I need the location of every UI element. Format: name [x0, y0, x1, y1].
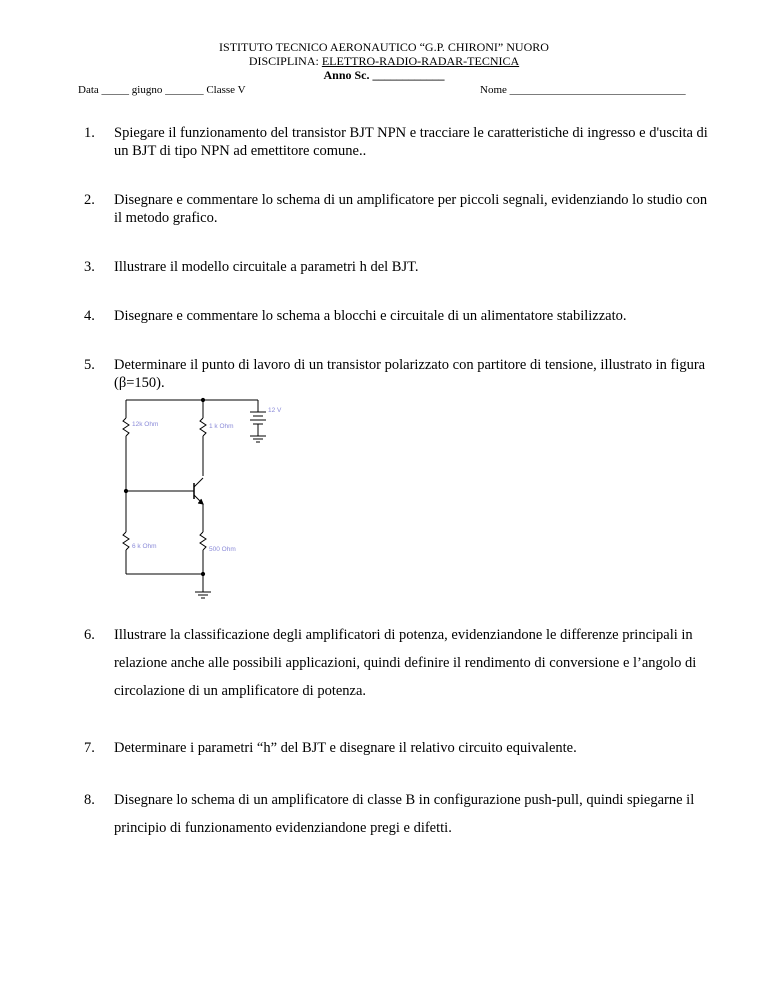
discipline-subject: ELETTRO-RADIO-RADAR-TECNICA	[321, 54, 520, 68]
question-text: Illustrare la classificazione degli amplificatori di potenza, evidenziandone le differenze principali in relazione anche alle possibili applicazioni, quindi definire il rendimento di conversione e l’angolo di circolazione di un amplificatore di potenza.	[114, 627, 697, 699]
question-number: 4.	[84, 308, 95, 324]
r2-label: 6 k Ohm	[132, 543, 157, 550]
r1-label: 12k Ohm	[132, 421, 159, 428]
school-year: Anno Sc. ____________	[323, 68, 445, 82]
discipline-prefix: DISCIPLINA:	[248, 54, 322, 68]
question-text: Determinare il punto di lavoro di un transistor polarizzato con partitore di tensione, illustrato in figura (β=150).	[114, 357, 706, 391]
question-text: Disegnare e commentare lo schema a blocchi e circuitale di un alimentatore stabilizzato.	[114, 308, 627, 324]
student-name-field: Nome ________________________________	[480, 84, 686, 96]
question-number: 8.	[84, 792, 95, 808]
question-number: 6.	[84, 627, 95, 643]
question-text: Spiegare il funzionamento del transistor BJT NPN e tracciare le caratteristiche di ingresso e d'uscita di un BJT di tipo NPN ad emettitore comune..	[114, 125, 708, 159]
re-resistor	[200, 532, 206, 550]
r2-resistor	[123, 532, 129, 550]
school-name: ISTITUTO TECNICO AERONAUTICO “G.P. CHIRONI” NUORO	[219, 40, 549, 54]
question-text: Disegnare lo schema di un amplificatore di classe B in configurazione push-pull, quindi spiegarne il principio di funzionamento evidenziandone pregi e difetti.	[114, 792, 695, 836]
question-text: Illustrare il modello circuitale a parametri h del BJT.	[114, 259, 419, 275]
r1-resistor	[123, 418, 129, 436]
rc-resistor	[200, 418, 206, 436]
date-class-field: Data _____ giugno _______ Classe V	[78, 84, 246, 96]
question-text: Determinare i parametri “h” del BJT e disegnare il relativo circuito equivalente.	[114, 740, 577, 756]
rc-label: 1 k Ohm	[209, 423, 234, 430]
question-text: Disegnare e commentare lo schema di un amplificatore per piccoli segnali, evidenziando lo studio con il metodo grafico.	[114, 192, 708, 226]
question-number: 3.	[84, 259, 95, 275]
question-number: 7.	[84, 740, 95, 756]
voltage-divider-bias-circuit	[110, 388, 310, 608]
question-number: 2.	[84, 192, 95, 208]
vcc-label: 12 V	[268, 407, 282, 414]
re-label: 500 Ohm	[209, 546, 236, 553]
discipline-line	[0, 54, 768, 68]
question-number: 5.	[84, 357, 95, 373]
question-number: 1.	[84, 125, 95, 141]
